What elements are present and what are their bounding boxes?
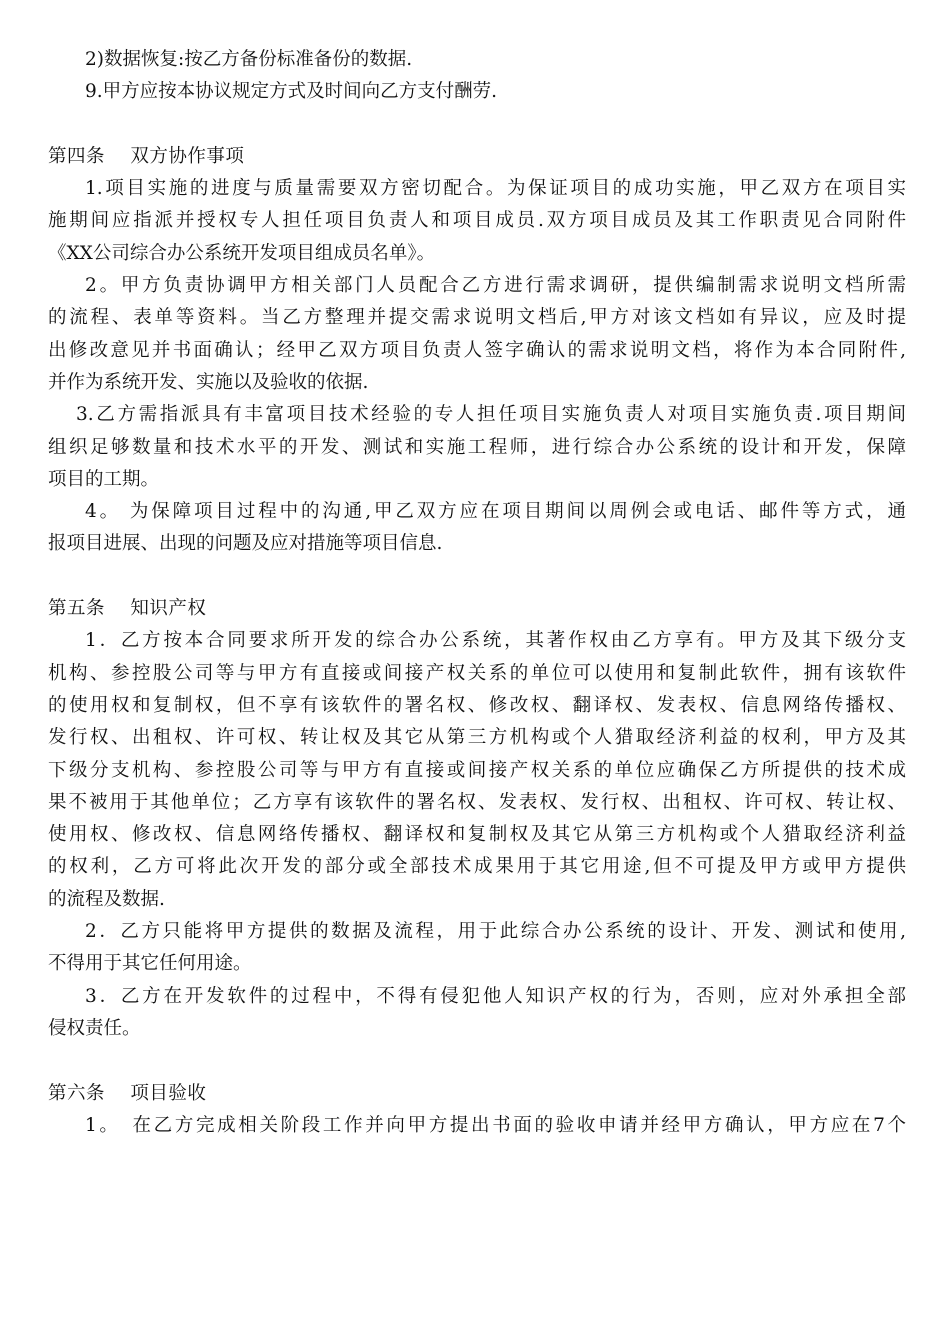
- paragraph-line: 下级分支机构、参控股公司等与甲方有直接或间接产权关系的单位应确保乙方所提供的技术成: [48, 759, 906, 781]
- paragraph-line: 《XX公司综合办公系统开发项目组成员名单》。: [48, 242, 436, 264]
- paragraph-line: 组织足够数量和技术水平的开发、测试和实施工程师，进行综合办公系统的设计和开发，保障: [48, 436, 906, 458]
- blank-line: [48, 109, 906, 141]
- paragraph-line: 项目的工期。: [48, 468, 160, 490]
- blank-line: [48, 561, 906, 593]
- paragraph-line: 发行权、出租权、许可权、转让权及其它从第三方机构或个人猎取经济利益的权利，甲方及其: [48, 727, 906, 749]
- paragraph-line: 出修改意见并书面确认；经甲乙双方项目负责人签字确认的需求说明文档，将作为本合同附件,: [48, 339, 906, 361]
- paragraph-line: 3．乙方在开发软件的过程中，不得有侵犯他人知识产权的行为，否则，应对外承担全部: [85, 985, 906, 1007]
- paragraph-line: 1．乙方按本合同要求所开发的综合办公系统，其著作权由乙方享有。甲方及其下级分支: [85, 630, 906, 652]
- paragraph-line: 机构、参控股公司等与甲方有直接或间接产权关系的单位可以使用和复制此软件，拥有该软件: [48, 662, 906, 684]
- paragraph-line: 4。 为保障项目过程中的沟通,甲乙双方应在项目期间以周例会或电话、邮件等方式，通: [85, 501, 906, 523]
- document-page: [48, 44, 906, 1142]
- paragraph-line: 1.项目实施的进度与质量需要双方密切配合。为保证项目的成功实施，甲乙双方在项目实: [85, 178, 906, 200]
- article-4-title: 第四条 双方协作事项: [48, 145, 245, 167]
- paragraph-line: 的权利，乙方可将此次开发的部分或全部技术成果用于其它用途,但不可提及甲方或甲方提供: [48, 856, 906, 878]
- paragraph-line: 不得用于其它任何用途。: [48, 953, 252, 975]
- paragraph-line: 侵权责任。: [48, 1017, 141, 1039]
- paragraph-line: 2。甲方负责协调甲方相关部门人员配合乙方进行需求调研，提供编制需求说明文档所需: [85, 275, 906, 297]
- paragraph-line: 2．乙方只能将甲方提供的数据及流程，用于此综合办公系统的设计、开发、测试和使用,: [85, 921, 906, 943]
- paragraph-line: 的流程及数据.: [48, 888, 165, 910]
- paragraph-line: 报项目进展、出现的问题及应对措施等项目信息.: [48, 533, 443, 555]
- article-6-title: 第六条 项目验收: [48, 1082, 207, 1104]
- paragraph-line: 并作为系统开发、实施以及验收的依据.: [48, 371, 369, 393]
- paragraph-line: 1。 在乙方完成相关阶段工作并向甲方提出书面的验收申请并经甲方确认，甲方应在7个: [85, 1114, 906, 1136]
- paragraph-line: 施期间应指派并授权专人担任项目负责人和项目成员.双方项目成员及其工作职责见合同附件: [48, 210, 906, 232]
- blank-line: [48, 1045, 906, 1077]
- paragraph-line: 果不被用于其他单位；乙方享有该软件的署名权、发表权、发行权、出租权、许可权、转让权、: [48, 791, 906, 813]
- paragraph-line: 9.甲方应按本协议规定方式及时间向乙方支付酬劳.: [85, 81, 498, 103]
- paragraph-line: 2)数据恢复:按乙方备份标准备份的数据.: [85, 49, 413, 70]
- paragraph-line: 3.乙方需指派具有丰富项目技术经验的专人担任项目实施负责人对项目实施负责.项目期间: [76, 404, 906, 426]
- paragraph-line: 的流程、表单等资料。当乙方整理并提交需求说明文档后,甲方对该文档如有异议，应及时提: [48, 307, 906, 329]
- article-5-title: 第五条 知识产权: [48, 598, 207, 620]
- paragraph-line: 的使用权和复制权，但不享有该软件的署名权、修改权、翻译权、发表权、信息网络传播权、: [48, 694, 906, 716]
- paragraph-line: 使用权、修改权、信息网络传播权、翻译权和复制权及其它从第三方机构或个人猎取经济利益: [48, 824, 906, 846]
